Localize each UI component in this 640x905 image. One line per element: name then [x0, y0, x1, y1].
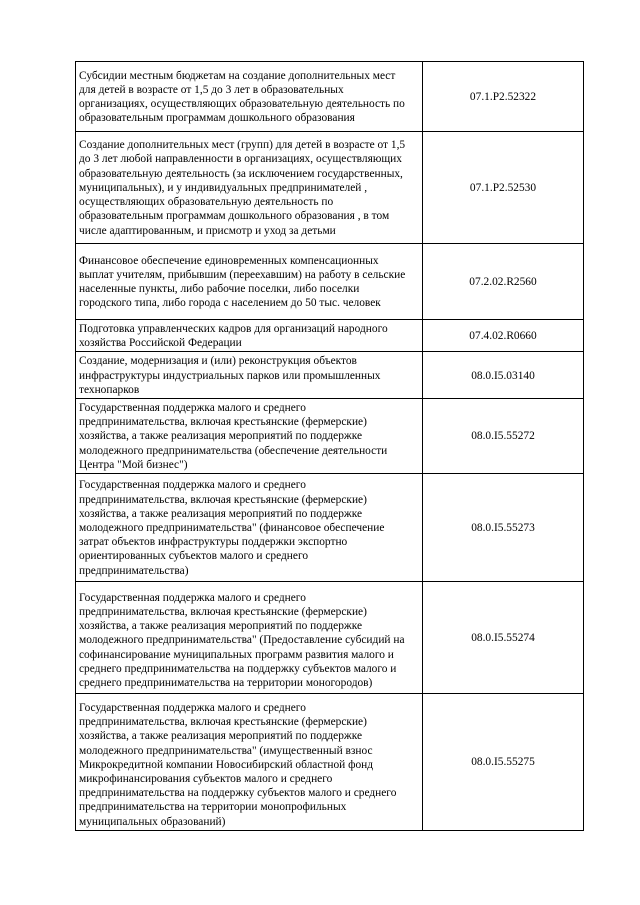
description-line: Субсидии местным бюджетам на создание дополнительных мест	[79, 69, 396, 82]
description-line: молодежного предпринимательства (обеспечение деятельности	[79, 444, 388, 457]
description-line: Государственная поддержка малого и среднего	[79, 702, 306, 715]
description-line: Создание, модернизация и (или) реконструкция объектов	[79, 355, 357, 368]
description-line: инфраструктуры индустриальных парков или промышленных	[79, 369, 381, 382]
table-row	[76, 694, 584, 831]
table-row	[76, 244, 584, 320]
description-line: образовательную деятельность (за исключением государственных,	[79, 167, 403, 180]
table-row	[76, 399, 584, 474]
description-line: Микрокредитной компании Новосибирский областной фонд	[79, 758, 374, 771]
table-row	[76, 352, 584, 399]
description-line: предпринимательства на территории монопрофильных	[79, 801, 347, 814]
description-line: хозяйства, а также реализация мероприятий по поддержке	[79, 507, 363, 520]
description-line: муниципальных образований)	[79, 815, 226, 828]
row-code-cell: 07.1.P2.52322	[423, 62, 584, 132]
description-line: микрофинансирования субъектов малого и среднего	[79, 773, 333, 786]
description-line: предпринимательства, включая крестьянские (фермерские)	[79, 716, 367, 729]
description-line: предпринимательства)	[79, 564, 189, 577]
row-description-cell	[76, 582, 423, 694]
description-line: числе адаптированным, и присмотр и уход за детьми	[79, 224, 336, 237]
description-line: затрат объектов инфраструктуры поддержки экспортно	[79, 536, 348, 549]
row-description-cell	[76, 694, 423, 831]
description-line: хозяйства, а также реализация мероприятий по поддержке	[79, 430, 363, 443]
row-code-cell: 07.1.P2.52530	[423, 132, 584, 244]
description-line: выплат учителям, прибывшим (переехавшим) на работу в сельские	[79, 268, 406, 281]
description-line: Финансовое обеспечение единовременных компенсационных	[79, 254, 379, 267]
row-description-cell	[76, 132, 423, 244]
row-description-cell	[76, 244, 423, 320]
row-code-cell: 08.0.I5.55274	[423, 582, 584, 694]
description-line: населенные пункты, либо рабочие поселки, либо поселки	[79, 283, 360, 295]
row-description-cell	[76, 474, 423, 582]
description-line: предпринимательства на поддержку субъектов малого и среднего	[79, 787, 397, 800]
description-line: технопарков	[79, 383, 140, 396]
row-code-cell: 08.0.I5.55273	[423, 474, 584, 582]
table-row	[76, 132, 584, 244]
description-line: молодежного предпринимательства" (Предоставление субсидий на	[79, 634, 405, 647]
description-line: хозяйства, а также реализация мероприятий по поддержке	[79, 730, 363, 743]
description-line: Государственная поддержка малого и среднего	[79, 402, 306, 415]
description-line: Создание дополнительных мест (групп) для детей в возрасте от 1,5	[79, 139, 406, 152]
description-line: софинансирование муниципальных программ развития малого и	[79, 648, 394, 661]
table-row	[76, 62, 584, 132]
description-line: хозяйства, а также реализация мероприятий по поддержке	[79, 620, 363, 633]
row-code-cell: 08.0.I5.03140	[423, 352, 584, 399]
row-description-cell	[76, 399, 423, 474]
table-row	[76, 474, 584, 582]
description-line: предпринимательства, включая крестьянские (фермерские)	[79, 416, 367, 429]
description-line: организациях, осуществляющих образовательную деятельность по	[79, 98, 405, 110]
row-code-cell: 08.0.I5.55272	[423, 399, 584, 474]
description-line: среднего предпринимательства на поддержку субъектов малого и	[79, 662, 397, 675]
row-code-cell: 07.4.02.R0660	[423, 320, 584, 352]
row-code-cell: 07.2.02.R2560	[423, 244, 584, 320]
table-row	[76, 320, 584, 352]
description-line: до 3 лет любой направленности в организациях, осуществляющих	[79, 153, 402, 166]
description-line: предпринимательства, включая крестьянские (фермерские)	[79, 606, 367, 619]
description-line: Центра "Мой бизнес")	[79, 458, 188, 471]
description-line: молодежного предпринимательства" (финансовое обеспечение	[79, 521, 385, 534]
description-line: ориентированных субъектов малого и среднего	[79, 550, 309, 563]
description-line: молодежного предпринимательства" (имущественный взнос	[79, 744, 373, 757]
description-line: Подготовка управленческих кадров для организаций народного	[79, 323, 388, 335]
row-code-cell: 08.0.I5.55275	[423, 694, 584, 831]
description-line: образовательным программам дошкольного образования , в том	[79, 210, 390, 223]
description-line: городского типа, либо города с населением до 50 тыс. человек	[79, 297, 381, 310]
description-line: среднего предпринимательства на территории моногородов)	[79, 677, 373, 690]
table-row	[76, 582, 584, 694]
row-description-cell	[76, 62, 423, 132]
description-line: Государственная поддержка малого и среднего	[79, 591, 306, 604]
description-line: для детей в возрасте от 1,5 до 3 лет в образовательных	[79, 83, 344, 96]
description-line: осуществляющих образовательную деятельность по	[79, 196, 334, 209]
description-line: образовательным программам дошкольного образования	[79, 112, 355, 125]
row-description-cell	[76, 352, 423, 399]
table-body	[76, 62, 584, 831]
description-line: Государственная поддержка малого и среднего	[79, 479, 306, 492]
description-line: хозяйства Российской Федерации	[79, 337, 242, 350]
row-description-cell	[76, 320, 423, 352]
description-line: предпринимательства, включая крестьянские (фермерские)	[79, 493, 367, 506]
budget-classification-table	[75, 61, 584, 831]
description-line: муниципальных), и у индивидуальных предпринимателей ,	[79, 181, 368, 194]
